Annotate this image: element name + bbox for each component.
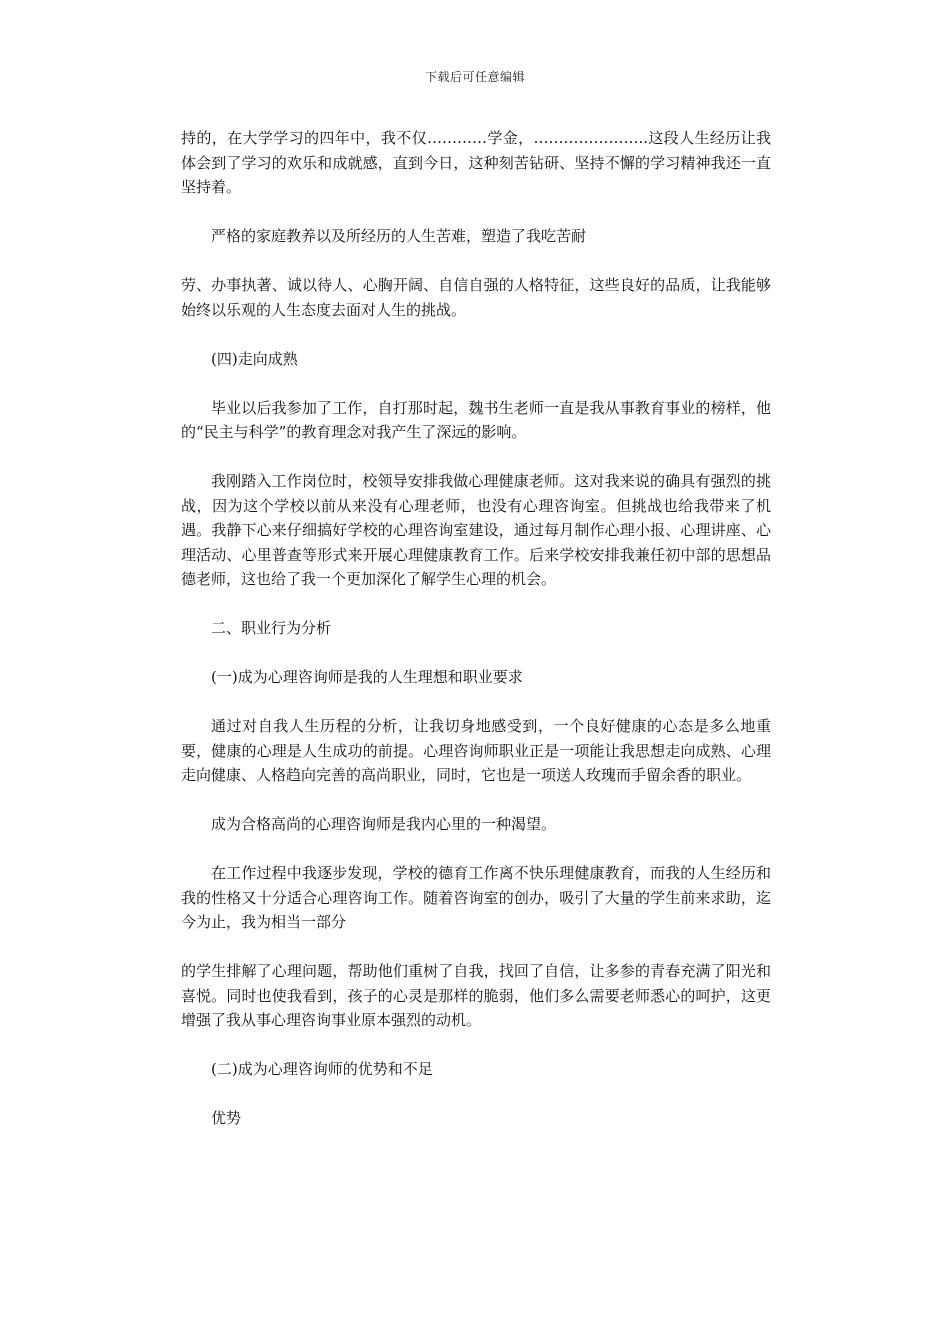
paragraph: 毕业以后我参加了工作，自打那时起，魏书生老师一直是我从事教育事业的榜样，他的“民主与科学”的教育理念对我产生了深远的影响。: [181, 398, 771, 441]
paragraph: 持的，在大学学习的四年中，我不仅…………学金，…………………..这段人生经历让我体会到了学习的欢乐和成就感，直到今日，这种刻苦钻研、坚持不懈的学习精神我还一直坚持着。: [181, 129, 771, 196]
paragraph: 我刚踏入工作岗位时，校领导安排我做心理健康老师。这对我来说的确具有强烈的挑战，因为这个学校以前从来没有心理老师，也没有心理咨询室。但挑战也给我带来了机遇。我静下心来仔细搞好学校的心理咨询室建设，通过每月制作心理小报、心理讲座、心理活动、心里普查等形式来开展心理健康教育工作。后来学校安排我兼任初中部的思想品德老师，这也给了我一个更加深化了解学生心理的机会。: [181, 472, 771, 588]
section-heading: (二)成为心理咨询师的优势和不足: [211, 1060, 433, 1078]
paragraph: 的学生排解了心理问题，帮助他们重树了自我，找回了自信，让多参的青春充满了阳光和喜悦。同时也使我看到，孩子的心灵是那样的脆弱，他们多么需要老师悉心的呵护，这更增强了我从事心理咨询事业原本强烈的动机。: [181, 962, 771, 1029]
paragraph: 成为合格高尚的心理咨询师是我内心里的一种渴望。: [211, 815, 557, 833]
paragraph: 严格的家庭教养以及所经历的人生苦难，塑造了我吃苦耐: [211, 227, 587, 245]
paragraph: 通过对自我人生历程的分析，让我切身地感受到，一个良好健康的心态是多么地重要，健康的心理是人生成功的前提。心理咨询师职业正是一项能让我思想走向成熟、心理走向健康、人格趋向完善的高尚职业，同时，它也是一项送人玫瑰而手留余香的职业。: [181, 717, 771, 784]
document-body: [181, 126, 771, 1155]
section-heading: (四)走向成熟: [211, 349, 298, 368]
page-header: 下载后可任意编辑: [424, 70, 525, 84]
section-heading: 二、职业行为分析: [211, 619, 332, 637]
section-heading: (一)成为心理咨询师是我的人生理想和职业要求: [211, 668, 523, 686]
paragraph: 劳、办事执著、诚以待人、心胸开阔、自信自强的人格特征，这些良好的品质，让我能够始终以乐观的人生态度去面对人生的挑战。: [181, 276, 771, 319]
section-heading: 优势: [211, 1109, 242, 1127]
paragraph: 在工作过程中我逐步发现，学校的德育工作离不快乐理健康教育，而我的人生经历和我的性格又十分适合心理咨询工作。随着咨询室的创办，吸引了大量的学生前来求助，迄今为止，我为相当一部分: [181, 864, 771, 931]
